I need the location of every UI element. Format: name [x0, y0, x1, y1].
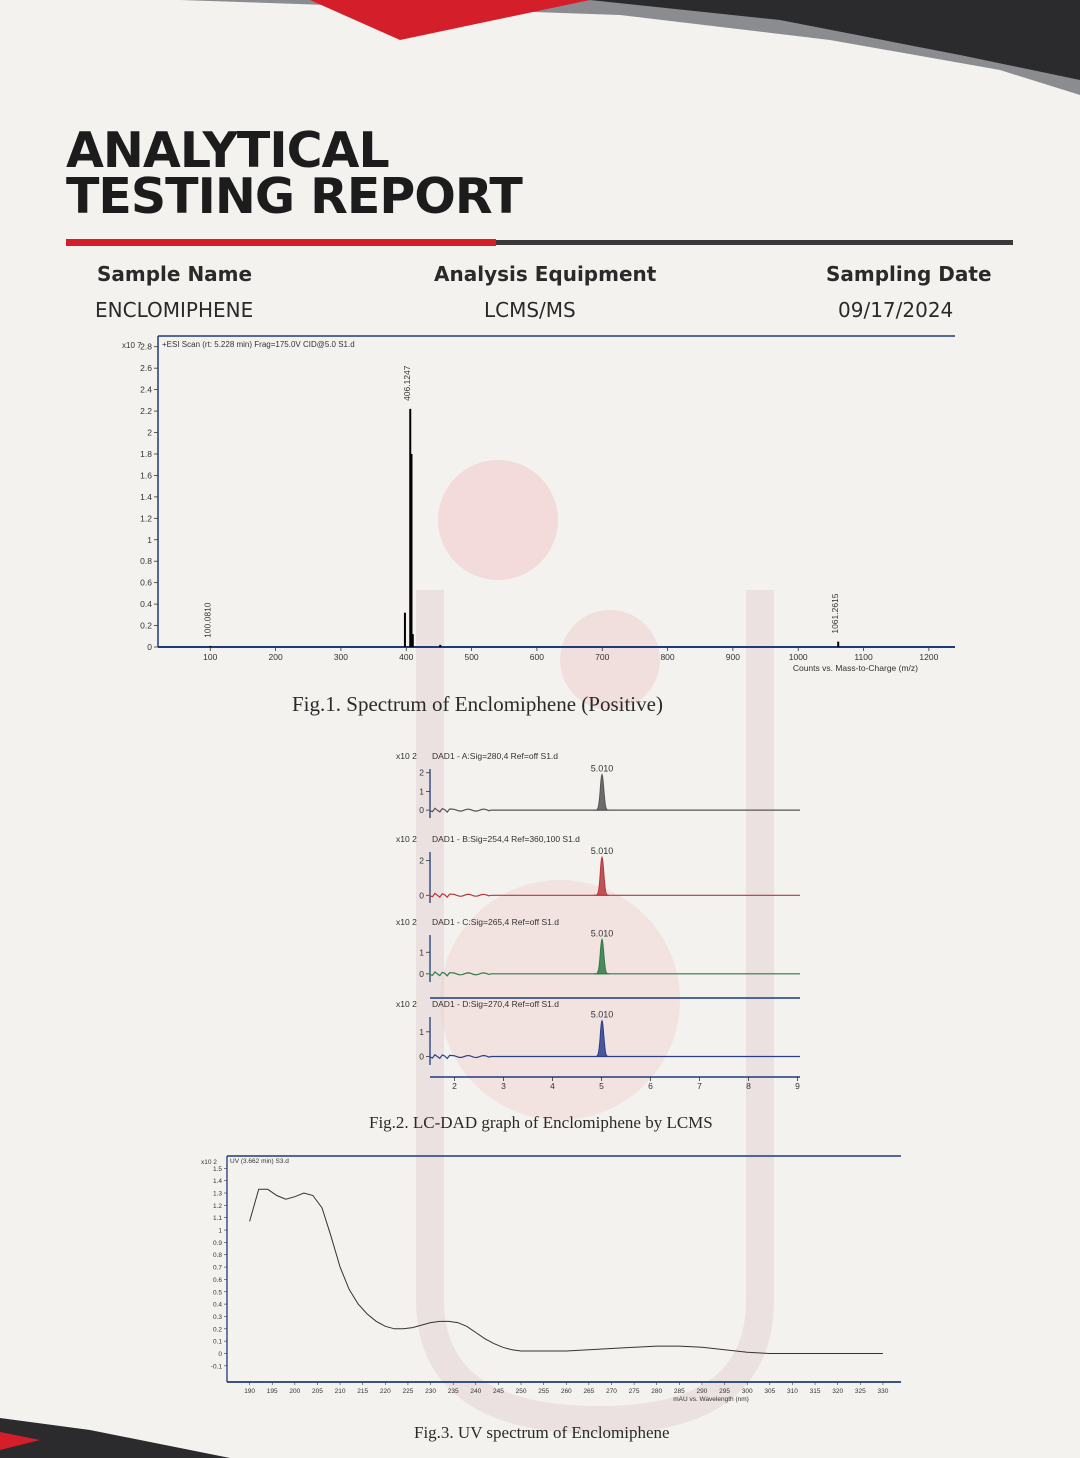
chromatogram-peak: [595, 775, 610, 811]
panel-y-tick-label: 1: [419, 947, 424, 958]
panel-multiplier: x10 2: [396, 751, 417, 761]
x-tick-label: 295: [719, 1388, 731, 1395]
x-tick-label: 3: [501, 1081, 506, 1090]
chromatogram-peak: [595, 857, 610, 895]
panel-multiplier: x10 2: [396, 999, 417, 1009]
y-tick-label: 0.5: [212, 1289, 222, 1297]
x-tick-label: 300: [333, 652, 349, 662]
lc-dad-chart: [390, 745, 810, 1090]
x-tick-label: 800: [660, 652, 675, 662]
y-tick-label: 2.4: [140, 384, 152, 395]
y-tick-label: 1: [147, 534, 152, 545]
x-tick-label: 200: [289, 1388, 301, 1395]
y-tick-label: 1.5: [212, 1165, 222, 1173]
panel-multiplier: x10 2: [396, 834, 417, 844]
x-tick-label: 325: [854, 1388, 866, 1395]
chromatogram-peak: [595, 939, 610, 974]
fig1-caption: Fig.1. Spectrum of Enclomiphene (Positive): [292, 692, 663, 716]
y-multiplier: x10 7: [122, 341, 142, 350]
y-tick-label: 0.4: [212, 1301, 222, 1309]
x-tick-label: 4: [550, 1081, 555, 1090]
y-tick-label: 1.2: [140, 513, 152, 524]
y-tick-label: 1.3: [212, 1190, 222, 1198]
x-tick-label: 240: [470, 1388, 482, 1395]
panel-title: DAD1 - B:Sig=254,4 Ref=360,100 S1.d: [432, 834, 580, 844]
x-tick-label: 600: [529, 652, 544, 662]
sample-name-label: Sample Name: [97, 262, 253, 286]
x-tick-label: 210: [334, 1388, 346, 1395]
y-tick-label: 0.9: [212, 1239, 222, 1247]
x-tick-label: 1200: [919, 652, 939, 662]
x-tick-label: 265: [583, 1388, 595, 1395]
y-tick-label: 0.8: [140, 556, 152, 567]
x-tick-label: 205: [312, 1388, 323, 1395]
peak-rt-label: 5.010: [590, 1009, 614, 1020]
analysis-equipment-value: LCMS/MS: [484, 298, 576, 322]
panel-baseline: [430, 893, 800, 897]
x-tick-label: 300: [741, 1388, 753, 1395]
y-tick-label: 0.2: [140, 620, 152, 631]
y-tick-label: 0.6: [212, 1276, 222, 1284]
peak-label: 1061.2615: [830, 593, 841, 634]
panel-baseline: [430, 972, 800, 976]
x-tick-label: 5: [599, 1081, 604, 1090]
x-tick-label: 215: [357, 1388, 369, 1395]
y-tick-label: -0.1: [210, 1363, 222, 1371]
x-tick-label: 305: [764, 1388, 776, 1395]
y-tick-label: 0.3: [212, 1313, 222, 1321]
x-axis-label: mAU vs. Wavelength (nm): [673, 1396, 749, 1403]
mass-spectrum-chart: [110, 332, 970, 677]
y-multiplier: x10 2: [201, 1159, 217, 1166]
x-tick-label: 315: [809, 1388, 821, 1395]
panel-baseline: [430, 1055, 800, 1059]
y-tick-label: 1.1: [212, 1215, 222, 1223]
x-tick-label: 8: [746, 1081, 751, 1090]
y-tick-label: 2.8: [140, 341, 152, 352]
y-tick-label: 0.4: [140, 599, 152, 610]
y-tick-label: 0.6: [140, 577, 152, 588]
x-tick-label: 195: [266, 1388, 278, 1395]
panel-y-tick-label: 0: [419, 1051, 424, 1062]
x-tick-label: 270: [606, 1388, 617, 1395]
x-tick-label: 245: [492, 1388, 504, 1395]
spectrum-title: +ESI Scan (rt: 5.228 min) Frag=175.0V CID@5.0 S1.d: [162, 340, 355, 349]
x-tick-label: 250: [515, 1388, 527, 1395]
report-title-line2: TESTING REPORT: [66, 168, 522, 225]
panel-baseline: [430, 808, 800, 812]
x-tick-label: 1000: [788, 652, 808, 662]
uv-spectrum-chart: [195, 1150, 910, 1405]
y-tick-label: 1.6: [140, 470, 152, 481]
panel-multiplier: x10 2: [396, 917, 417, 927]
panel-title: DAD1 - C:Sig=265,4 Ref=off S1.d: [432, 917, 559, 927]
peak-rt-label: 5.010: [590, 763, 614, 774]
x-axis-label: Counts vs. Mass-to-Charge (m/z): [792, 663, 918, 673]
y-tick-label: 1.2: [212, 1202, 222, 1210]
x-tick-label: 900: [725, 652, 740, 662]
x-tick-label: 330: [877, 1388, 889, 1395]
sampling-date-value: 09/17/2024: [838, 298, 954, 322]
panel-y-tick-label: 0: [419, 805, 424, 816]
panel-title: DAD1 - D:Sig=270,4 Ref=off S1.d: [432, 999, 559, 1009]
x-tick-label: 235: [447, 1388, 459, 1395]
y-tick-label: 1.4: [212, 1178, 222, 1186]
x-tick-label: 290: [696, 1388, 708, 1395]
y-tick-label: 1.4: [140, 491, 152, 502]
title-rule-dark: [496, 240, 1013, 245]
x-tick-label: 500: [464, 652, 479, 662]
y-tick-label: 0: [218, 1350, 222, 1358]
x-tick-label: 225: [402, 1388, 414, 1395]
panel-y-tick-label: 0: [419, 890, 424, 901]
fig2-caption: Fig.2. LC-DAD graph of Enclomiphene by LCMS: [369, 1113, 713, 1132]
x-tick-label: 400: [399, 652, 414, 662]
x-tick-label: 200: [268, 652, 283, 662]
x-tick-label: 255: [538, 1388, 550, 1395]
x-tick-label: 285: [673, 1388, 685, 1395]
analysis-equipment-label: Analysis Equipment: [434, 262, 657, 286]
sample-name-value: ENCLOMIPHENE: [95, 298, 254, 322]
x-tick-label: 190: [244, 1388, 256, 1395]
y-tick-label: 0.1: [212, 1338, 222, 1346]
panel-y-tick-label: 1: [419, 1026, 424, 1037]
x-tick-label: 7: [697, 1081, 702, 1090]
y-tick-label: 2: [147, 427, 152, 438]
x-tick-label: 310: [787, 1388, 798, 1395]
x-tick-label: 220: [379, 1388, 391, 1395]
y-tick-label: 2.6: [140, 363, 152, 374]
y-tick-label: 2.2: [140, 406, 152, 417]
y-tick-label: 0: [147, 642, 152, 652]
x-tick-label: 280: [651, 1388, 663, 1395]
peak-label: 100.0810: [202, 602, 213, 638]
y-tick-label: 0.7: [212, 1264, 222, 1272]
title-rule-red: [66, 239, 496, 246]
y-tick-label: 1.8: [140, 448, 152, 459]
x-tick-label: 9: [795, 1081, 800, 1090]
uv-spectrum-line: [250, 1189, 883, 1353]
x-tick-label: 2: [452, 1081, 457, 1090]
panel-y-tick-label: 0: [419, 968, 424, 979]
y-tick-label: 0.2: [212, 1326, 222, 1334]
peak-label: 406.1247: [402, 365, 413, 401]
x-tick-label: 275: [628, 1388, 640, 1395]
panel-y-tick-label: 2: [419, 767, 424, 778]
report-title-line1: ANALYTICAL: [66, 122, 389, 179]
fig3-caption: Fig.3. UV spectrum of Enclomiphene: [414, 1423, 670, 1442]
x-tick-label: 260: [560, 1388, 572, 1395]
x-tick-label: 6: [648, 1081, 653, 1090]
chromatogram-peak: [595, 1021, 610, 1057]
x-tick-label: 700: [595, 652, 610, 662]
x-tick-label: 320: [832, 1388, 844, 1395]
peak-rt-label: 5.010: [590, 928, 614, 939]
sampling-date-label: Sampling Date: [826, 262, 992, 286]
panel-title: DAD1 - A:Sig=280,4 Ref=off S1.d: [432, 751, 559, 761]
report-title: [66, 122, 522, 225]
panel-y-tick-label: 1: [419, 786, 424, 797]
x-tick-label: 100: [203, 652, 218, 662]
peak-rt-label: 5.010: [590, 846, 614, 857]
uv-title: UV (3.662 min) S3.d: [230, 1158, 289, 1165]
y-tick-label: 1: [218, 1227, 222, 1235]
panel-y-tick-label: 2: [419, 855, 424, 866]
x-tick-label: 1100: [854, 652, 873, 662]
x-tick-label: 230: [425, 1388, 436, 1395]
y-tick-label: 0.8: [212, 1252, 222, 1260]
